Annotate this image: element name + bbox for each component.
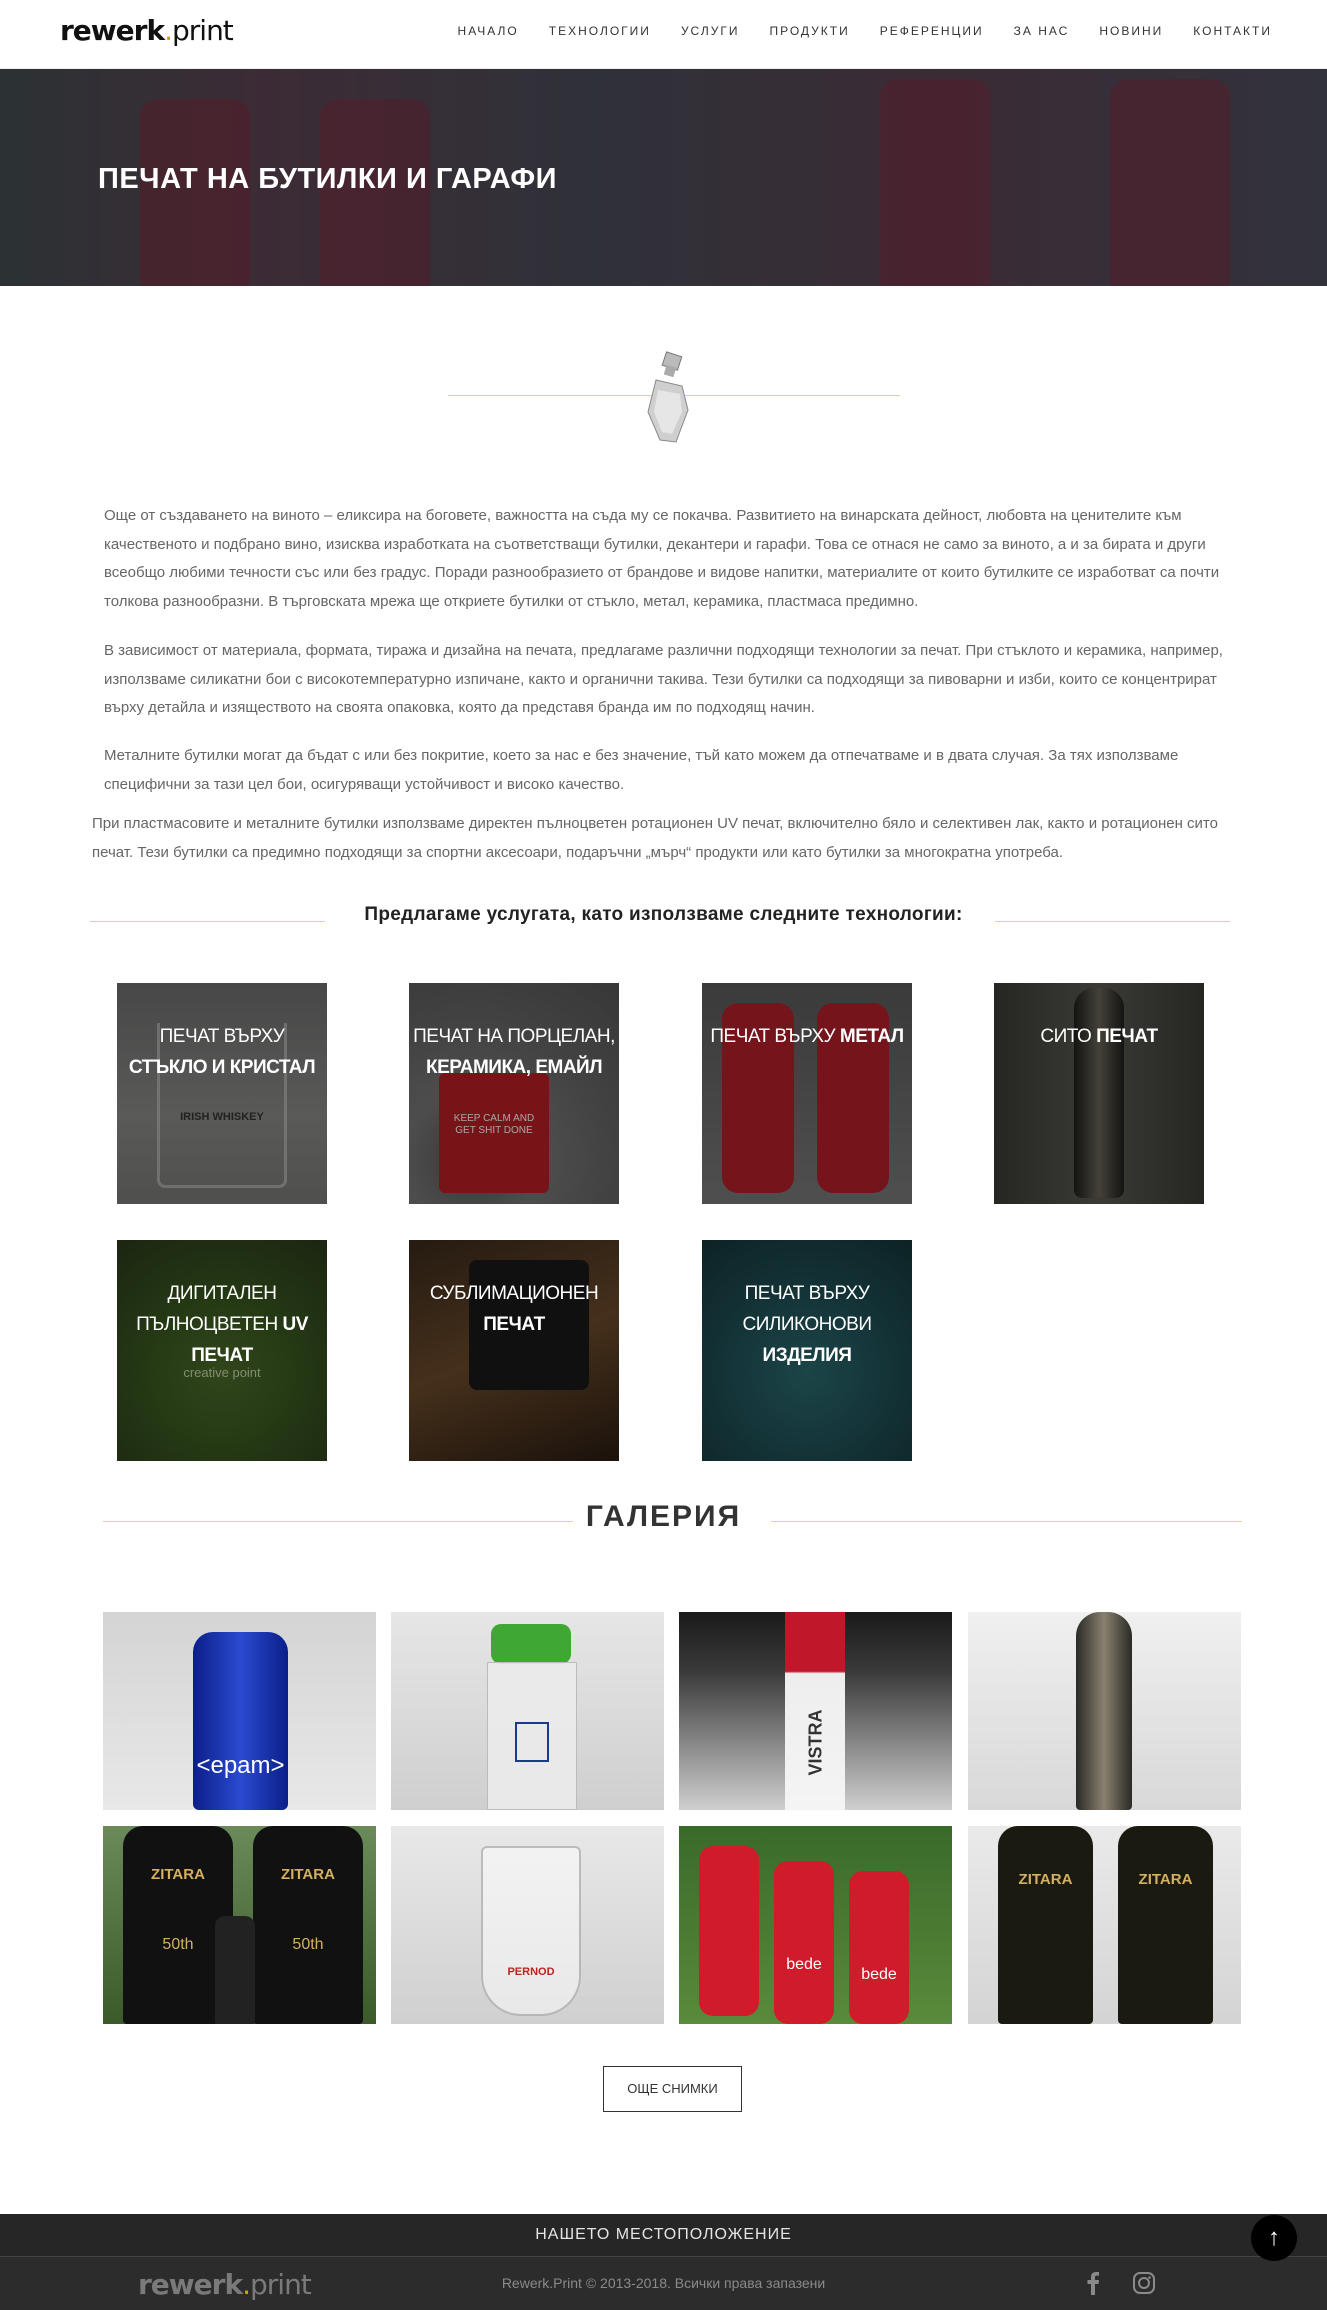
nav-news[interactable]: НОВИНИ [1099,24,1164,38]
bottle-shape [998,1826,1093,2024]
footer-logo-bold: rewerk [138,2268,243,2301]
tile-caption [702,1278,912,1371]
copyright: Rewerk.Print © 2013-2018. Всички права запазени [501,2275,826,2291]
tile-caption-normal: СИТО [1040,1026,1097,1047]
tile-silicone-printing[interactable] [702,1240,912,1461]
bottle-shape [1076,1612,1132,1810]
logo-bold: rewerk [60,14,165,47]
logo-mark [515,1722,549,1762]
gallery-image-vistra-bottle[interactable] [679,1612,952,1810]
decanter-icon [636,350,700,450]
gallery-image-bede-bottles[interactable] [679,1826,952,2024]
tile-porcelain-printing[interactable] [409,983,619,1204]
bottle-shape [699,1846,759,2016]
tile-caption [702,1021,912,1052]
tile-overlay [702,983,912,1204]
zitara-label: ZITARA [281,1866,335,1883]
tile-overlay [117,983,327,1204]
tile-caption-bold: ПЕЧАТ [1096,1026,1158,1047]
tile-overlay [409,1240,619,1461]
gallery-image-pernod-carafe[interactable] [391,1826,664,2024]
nav-about[interactable]: ЗА НАС [1013,24,1070,38]
gallery-image-zitara-wine[interactable] [968,1826,1241,2024]
tile-caption [117,1278,327,1371]
main-nav [443,22,1287,40]
gallery-image-shaker[interactable] [391,1612,664,1810]
pernod-label: PERNOD [507,1966,555,1978]
tile-caption-normal: ПЕЧАТ ВЪРХУ [159,1026,285,1047]
footer-logo-dot: . [242,2268,250,2301]
bede-label: bede [861,1966,897,1983]
gallery-title: ГАЛЕРИЯ [585,1500,742,1533]
footer-logo-thin: print [250,2268,311,2301]
mug-label: KEEP CALM AND GET SHIT DONE [453,1113,535,1136]
tile-metal-printing[interactable] [702,983,912,1204]
nav-home[interactable]: НАЧАЛО [457,24,519,38]
arrow-up-icon[interactable]: ↑ [1251,2215,1297,2261]
tile-overlay [409,983,619,1204]
hero-banner [0,69,1327,286]
gallery-image-epam-bottle[interactable] [103,1612,376,1810]
bottle-shape [1118,1826,1213,2024]
tile-glass-printing[interactable] [117,983,327,1204]
uv-label: creative point [183,1365,261,1380]
plastic-paragraph: При пластмасовите и металните бутилки използваме директен пълноцветен ротационен UV печат, включително бяло и селективен лак, както и ротационен сито печат. Тези бутилки са предимно подходящи за спортни аксесоари, подаръчни „мърч“ продукти или като бутилки за многократна употреба. [92,815,1218,861]
zitara-label: ZITARA [1018,1871,1073,1888]
more-photos-button[interactable]: ОЩЕ СНИМКИ [603,2066,742,2112]
materials-paragraph: В зависимост от материала, формата, тиража и дизайна на печата, предлагаме различни подходящи технологии за печат. При стъклото и керамика, например, използваме силикатни бои с високотемпературно изпичане, както и органични такива. Тези бутилки са подходящи за пивоварни и изби, които се концентрират върху детайла и изяществото на своята опаковка, която да представя бранда им по подходящ начин. [104,642,1223,716]
tile-caption-bold: ИЗДЕЛИЯ [762,1345,852,1366]
logo-thin: print [172,14,233,47]
bottle-shape [774,1861,834,2024]
tile-caption-bold: МЕТАЛ [839,1026,904,1047]
tile-caption-normal: ДИГИТАЛЕН ПЪЛНОЦВЕТЕН [136,1283,283,1335]
logo[interactable] [60,14,233,47]
nav-services[interactable]: УСЛУГИ [680,24,740,38]
tile-caption [409,1021,619,1083]
carafe-shape [481,1846,581,2016]
tile-caption-bold: СТЪКЛО И КРИСТАЛ [128,1057,316,1078]
glass-label: IRISH WHISKEY [180,1111,264,1123]
fifty-label: 50th [162,1936,194,1953]
tile-caption-normal: СУБЛИМАЦИОНЕН [429,1283,599,1304]
bottle-shape [193,1632,288,1810]
facebook-icon[interactable] [1086,2271,1100,2295]
bottle-shape [849,1871,909,2024]
metal-paragraph: Металните бутилки могат да бъдат с или без покритие, което за нас е без значение, тъй като можем да отпечатваме и в двата случая. За тях използваме специфични за тази цел бои, осигуряващи устойчивост и високо качество. [104,747,1179,793]
nav-technologies[interactable]: ТЕХНОЛОГИИ [548,24,651,38]
bottle-shape [215,1916,255,2024]
tile-caption-normal: ПЕЧАТ НА ПОРЦЕЛАН, [413,1026,615,1047]
tile-uv-printing[interactable] [117,1240,327,1461]
tile-caption-normal: ПЕЧАТ ВЪРХУ СИЛИКОНОВИ [742,1283,872,1335]
gallery-image-zitara-bottles[interactable] [103,1826,376,2024]
nav-contacts[interactable]: КОНТАКТИ [1193,24,1272,38]
lid-shape [491,1624,571,1664]
vistra-label: VISTRA [805,1709,826,1776]
nav-products[interactable]: ПРОДУКТИ [769,24,850,38]
nav-references[interactable]: РЕФЕРЕНЦИИ [879,24,984,38]
tile-sublimation-printing[interactable] [409,1240,619,1461]
tile-overlay [994,983,1204,1204]
page-title: ПЕЧАТ НА БУТИЛКИ И ГАРАФИ [98,163,558,195]
logo-dot: . [164,14,172,47]
site-header [0,0,1327,69]
tile-caption-bold: КЕРАМИКА, ЕМАЙЛ [425,1057,603,1078]
bottle-shape [253,1826,363,2024]
intro-paragraph: Още от създаването на виното – еликсира на боговете, важността на съда му се покачва. Развитието на винарската дейност, любовта на ценителите към качественото и подбрано вино, изисква изработката на съответстващи бутилки, декантери и гарафи. Това се отнася не само за виното, а и за бирата и други всеобщо любими течности със или без градус. Поради разнообразието от брандове и видове напитки, материалите от които бутилките се изработват са почти толкова разнообразни. В търговската мрежа ще откриете бутилки от стъкло, метал, керамика, пластмаса предимно. [104,507,1220,610]
zitara-label: ZITARA [1138,1871,1193,1888]
instagram-icon[interactable] [1132,2271,1156,2295]
site-footer [0,2256,1327,2310]
zitara-label: ZITARA [151,1866,205,1883]
epam-label: <epam> [196,1752,285,1779]
tile-screen-printing[interactable] [994,983,1204,1204]
tile-caption-bold: UV ПЕЧАТ [191,1314,308,1366]
tile-caption-normal: ПЕЧАТ ВЪРХУ [710,1026,840,1047]
tile-caption-bold: ПЕЧАТ [483,1314,545,1335]
tile-caption [409,1278,619,1340]
gallery-image-wine-bottle[interactable] [968,1612,1241,1810]
bede-label: bede [786,1956,822,1973]
location-bar[interactable]: НАШЕТО МЕСТОПОЛОЖЕНИЕ [0,2214,1327,2256]
tile-caption [117,1021,327,1083]
technologies-heading: Предлагаме услугата, като използваме следните технологии: [364,904,963,925]
tile-caption [994,1021,1204,1052]
fifty-label: 50th [292,1936,324,1953]
